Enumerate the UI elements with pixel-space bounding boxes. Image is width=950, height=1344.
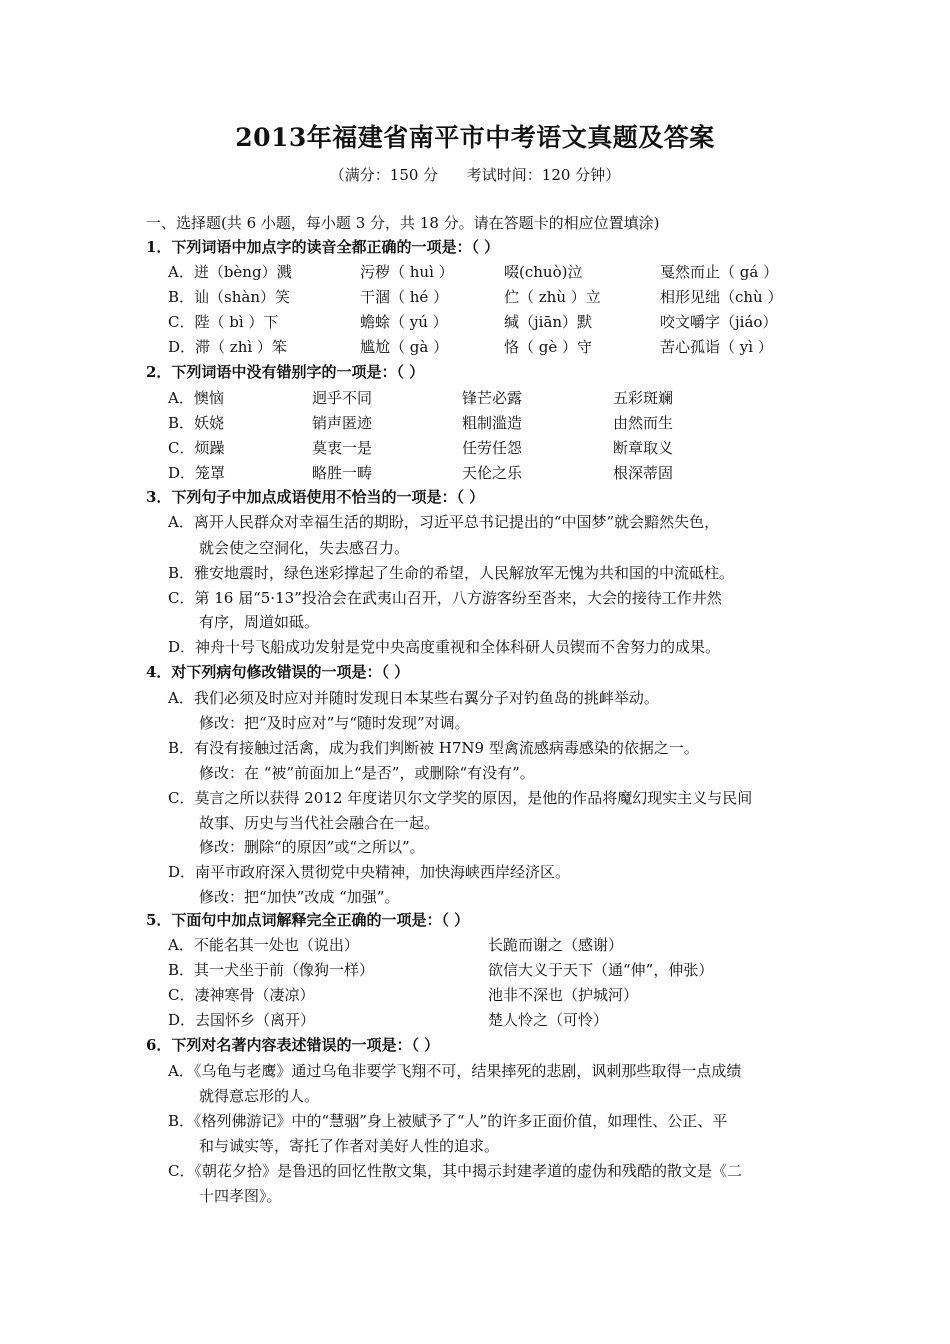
q1-option-c-3: 缄（jiān）默	[504, 313, 593, 331]
q1-option-c: C．陛（ bì ）下	[168, 313, 279, 331]
q5-option-a: A．不能名其一处也（说出）	[168, 936, 359, 954]
q1-option-a-3: 啜(chuò)泣	[504, 263, 583, 281]
q3-option-a: A．离开人民群众对幸福生活的期盼，习近平总书记提出的“中国梦”就会黯然失色，	[168, 513, 720, 531]
q5-option-c: C．凄神寒骨（凄凉）	[168, 986, 315, 1004]
q3-option-d: D．神舟十号飞船成功发射是党中央高度重视和全体科研人员锲而不舍努力的成果。	[168, 638, 721, 656]
q2-option-c-4: 断章取义	[613, 439, 674, 457]
q2-option-a: A．懊恼	[168, 389, 224, 407]
q2-option-d-2: 略胜一畴	[312, 464, 373, 482]
q4-option-c-cont: 故事、历史与当代社会融合在一起。	[199, 814, 440, 832]
q2-option-d-4: 根深蒂固	[613, 464, 674, 482]
q2-option-c: C．烦躁	[168, 439, 225, 457]
q3-option-a-cont: 就会使之空洞化，失去感召力。	[199, 539, 410, 557]
q6-option-b: B．《格列佛游记》中的“慧骃”身上被赋予了“人”的许多正面价值，如理性、公正、平	[168, 1112, 728, 1130]
q2-option-a-2: 迥乎不同	[312, 389, 373, 407]
q1-option-a-4: 戛然而止（ gá ）	[660, 263, 779, 281]
q1-stem: 1．下列词语中加点字的读音全都正确的一项是：（ ）	[146, 238, 500, 256]
exam-info: （满分：150 分 考试时间：120 分钟）	[329, 166, 621, 184]
q4-option-c-fix: 修改：删除“的原因”或“之所以”。	[199, 838, 425, 856]
q4-option-a: A．我们必须及时应对并随时发现日本某些右翼分子对钓鱼岛的挑衅举动。	[168, 689, 659, 707]
q2-option-b-3: 粗制滥造	[462, 414, 523, 432]
q2-option-d: D．笼罩	[168, 464, 226, 482]
section-heading: 一、选择题(共 6 小题，每小题 3 分，共 18 分。请在答题卡的相应位置填涂)	[146, 214, 660, 232]
q1-option-b: B．讪（shàn）笑	[168, 288, 290, 306]
q1-option-d-4: 苦心孤诣（ yì ）	[660, 338, 773, 356]
q1-option-b-4: 相形见绌（chù ）	[660, 288, 783, 306]
q5-option-c-2: 池非不深也（护城河）	[488, 986, 639, 1004]
q1-option-b-3: 伫（ zhù ）立	[504, 288, 601, 306]
q6-option-c-cont: 十四孝图》。	[199, 1187, 282, 1205]
page-title: 2013年福建省南平市中考语文真题及答案	[235, 123, 715, 152]
q2-option-a-3: 锋芒必露	[462, 389, 523, 407]
q5-option-a-2: 长跪而谢之（感谢）	[488, 936, 624, 954]
q6-option-a-cont: 就得意忘形的人。	[199, 1087, 320, 1105]
q3-option-b: B．雅安地震时，绿色迷彩撑起了生命的希望，人民解放军无愧为共和国的中流砥柱。	[168, 564, 735, 582]
q1-option-d-3: 恪（ gè ）守	[504, 338, 593, 356]
q6-stem: 6．下列对名著内容表述错误的一项是：（ ）	[146, 1036, 440, 1054]
q5-option-b-2: 欲信大义于天下（通“伸”，伸张）	[488, 961, 714, 979]
q2-option-b-2: 销声匿迹	[312, 414, 373, 432]
q1-option-a: A．迸（bèng）溅	[168, 263, 292, 281]
q3-option-c: C．第 16 届“5·13”投洽会在武夷山召开，八方游客纷至沓来，大会的接待工作井然	[168, 589, 722, 607]
q1-option-b-2: 干涸（ hé ）	[360, 288, 449, 306]
q4-stem: 4．对下列病句修改错误的一项是：（ ）	[146, 663, 410, 681]
q4-option-a-fix: 修改：把“及时应对”与“随时发现”对调。	[199, 714, 470, 732]
q4-option-d-fix: 修改：把“加快”改成 “加强”。	[199, 888, 400, 906]
q1-option-a-2: 污秽（ huì ）	[360, 263, 454, 281]
q1-option-c-2: 蟾蜍（ yú ）	[360, 313, 448, 331]
q3-option-c-cont: 有序，周道如砥。	[199, 613, 320, 631]
q2-option-a-4: 五彩斑斓	[613, 389, 674, 407]
q4-option-d: D．南平市政府深入贯彻党中央精神，加快海峡西岸经济区。	[168, 863, 571, 881]
q1-option-d-2: 尴尬（ gà ）	[360, 338, 449, 356]
q5-stem: 5．下面句中加点词解释完全正确的一项是：（ ）	[146, 911, 470, 929]
q2-option-d-3: 天伦之乐	[462, 464, 523, 482]
q2-option-b-4: 由然而生	[613, 414, 674, 432]
q5-option-b: B．其一犬坐于前（像狗一样）	[168, 961, 375, 979]
q4-option-c: C．莫言之所以获得 2012 年度诺贝尔文学奖的原因，是他的作品将魔幻现实主义与民间	[168, 789, 753, 807]
q6-option-a: A．《乌龟与老鹰》通过乌龟非要学飞翔不可，结果摔死的悲剧，讽刺那些取得一点成绩	[168, 1062, 742, 1080]
q6-option-b-cont: 和与诚实等，寄托了作者对美好人性的追求。	[199, 1137, 500, 1155]
q2-option-c-3: 任劳任怨	[462, 439, 523, 457]
q6-option-c: C．《朝花夕拾》是鲁迅的回忆性散文集，其中揭示封建孝道的虚伪和残酷的散文是《二	[168, 1162, 742, 1180]
q2-option-c-2: 莫衷一是	[312, 439, 373, 457]
q1-option-c-4: 咬文嚼字（jiáo）	[660, 313, 778, 331]
q2-option-b: B．妖娆	[168, 414, 225, 432]
q2-stem: 2．下列词语中没有错别字的一项是：（ ）	[146, 363, 425, 381]
q3-stem: 3．下列句子中加点成语使用不恰当的一项是：（ ）	[146, 488, 485, 506]
q5-option-d-2: 楚人怜之（可怜）	[488, 1011, 609, 1029]
q1-option-d: D．滞（ zhì ）笨	[168, 338, 287, 356]
q4-option-b-fix: 修改：在 “被”前面加上“是否”，或删除“有没有”。	[199, 764, 535, 782]
q5-option-d: D．去国怀乡（离开）	[168, 1011, 316, 1029]
q4-option-b: B．有没有接触过活禽，成为我们判断被 H7N9 型禽流感病毒感染的依据之一。	[168, 739, 699, 757]
